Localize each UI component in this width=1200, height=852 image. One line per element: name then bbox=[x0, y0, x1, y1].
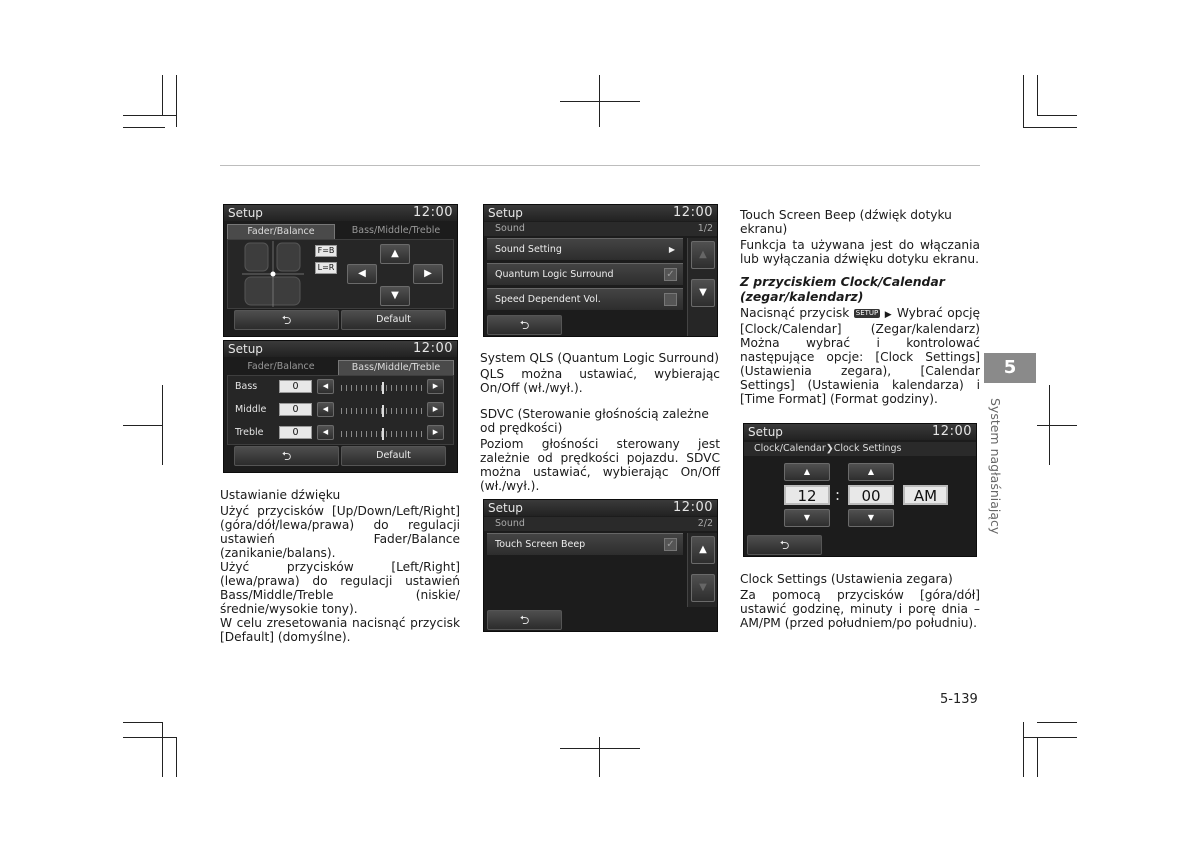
chapter-tab: 5 bbox=[984, 353, 1036, 383]
crop-mark bbox=[162, 722, 163, 777]
menu-item-label: Touch Screen Beep bbox=[495, 539, 586, 550]
paragraph-text: Wybrać opcję [Clock/Calendar] (Zegar/kalendarz) Można wybrać i kontrolować następujące opcje: [Clock Settings] (Ustawienia zegara), [Calendar Settings] (Ustawienia kalendarza) i [Time Format] (Format godziny). bbox=[740, 306, 981, 406]
setup-button-icon: SETUP bbox=[855, 309, 879, 317]
title-bar bbox=[224, 341, 457, 357]
crop-mark bbox=[123, 127, 165, 128]
tab-fader-balance[interactable]: Fader/Balance bbox=[247, 361, 315, 372]
column-2 bbox=[480, 351, 720, 493]
minute-down-button[interactable]: ▼ bbox=[848, 509, 894, 527]
breadcrumb: Clock/Calendar❯Clock Settings bbox=[744, 442, 976, 456]
balance-value: L=R bbox=[315, 262, 337, 274]
crop-mark bbox=[1023, 75, 1024, 127]
title-bar bbox=[224, 205, 457, 221]
eq-value: 0 bbox=[279, 403, 312, 416]
crop-mark bbox=[123, 425, 163, 426]
screen-clock: 12:00 bbox=[673, 205, 713, 220]
paragraph-text: Nacisnąć przycisk bbox=[740, 306, 850, 320]
crop-mark bbox=[560, 748, 640, 749]
slider-thumb[interactable] bbox=[382, 405, 384, 417]
eq-value: 0 bbox=[279, 380, 312, 393]
column-3-lower bbox=[740, 572, 980, 630]
crop-mark bbox=[1037, 75, 1038, 115]
paragraph bbox=[740, 306, 980, 406]
title-bar bbox=[484, 500, 717, 516]
slider-thumb[interactable] bbox=[382, 382, 384, 394]
paragraph: Użyć przycisków [Left/Right] (lewa/prawa) do regulacji ustawień Bass/Middle/Treble (niskie/średnie/wysokie tony). bbox=[220, 560, 460, 616]
screen-title: Setup bbox=[748, 425, 783, 439]
page-indicator: 2/2 bbox=[697, 518, 713, 529]
default-button[interactable]: Default bbox=[341, 310, 446, 330]
section-heading: SDVC (Sterowanie głośnością zależne od prędkości) bbox=[480, 407, 709, 435]
minute-field[interactable]: 00 bbox=[848, 485, 894, 505]
screen-clock: 12:00 bbox=[932, 424, 972, 439]
eq-label: Treble bbox=[235, 427, 264, 438]
screen-title: Setup bbox=[488, 206, 523, 220]
back-button[interactable]: ⮌ bbox=[487, 610, 562, 630]
menu-item-sound-setting[interactable] bbox=[487, 238, 683, 260]
screen-clock-settings bbox=[743, 423, 977, 557]
section-heading: Touch Screen Beep (dźwięk dotyku ekranu) bbox=[740, 208, 952, 236]
screen-bass-middle-treble bbox=[223, 340, 458, 473]
section-header bbox=[484, 222, 717, 236]
crop-mark bbox=[1023, 737, 1077, 738]
paragraph: QLS można ustawiać, wybierając On/Off (wł./wył.). bbox=[480, 367, 720, 395]
crop-mark bbox=[1037, 115, 1077, 116]
scroll-down-button[interactable]: ▼ bbox=[691, 279, 715, 307]
scroll-down-button[interactable]: ▼ bbox=[691, 574, 715, 602]
column-3 bbox=[740, 208, 980, 406]
title-bar bbox=[744, 424, 976, 440]
screen-sound-page-1 bbox=[483, 204, 718, 337]
tab-fader-balance[interactable]: Fader/Balance bbox=[227, 224, 335, 240]
back-button[interactable]: ⮌ bbox=[747, 535, 822, 555]
chevron-right-icon: ▶ bbox=[668, 245, 675, 254]
menu-item-touch-screen-beep[interactable] bbox=[487, 533, 683, 555]
eq-label: Middle bbox=[235, 404, 267, 415]
down-button[interactable]: ▼ bbox=[380, 286, 410, 306]
section-heading-italic: Z przyciskiem Clock/Calendar (zegar/kalendarz) bbox=[740, 274, 945, 304]
paragraph: W celu zresetowania nacisnąć przycisk [Default] (domyślne). bbox=[220, 616, 460, 644]
paragraph: Użyć przycisków [Up/Down/Left/Right] (góra/dół/lewa/prawa) do regulacji ustawień Fader/Balance (zanikanie/balans). bbox=[220, 504, 460, 560]
decrease-button[interactable]: ◀ bbox=[317, 425, 334, 440]
eq-value: 0 bbox=[279, 426, 312, 439]
crop-mark bbox=[1037, 722, 1077, 723]
section-heading: Clock Settings (Ustawienia zegara) bbox=[740, 572, 953, 586]
up-button[interactable]: ▲ bbox=[380, 244, 410, 264]
crop-mark bbox=[176, 737, 177, 777]
screen-title: Setup bbox=[228, 206, 263, 220]
checkbox-icon[interactable] bbox=[664, 293, 677, 306]
time-separator: : bbox=[835, 486, 841, 504]
crop-mark bbox=[1037, 425, 1077, 426]
menu-item-label: Sound Setting bbox=[495, 244, 562, 255]
minute-up-button[interactable]: ▲ bbox=[848, 463, 894, 481]
section-heading: System QLS (Quantum Logic Surround) bbox=[480, 351, 719, 365]
menu-item-label: Quantum Logic Surround bbox=[495, 269, 614, 280]
default-button[interactable]: Default bbox=[341, 446, 446, 466]
ampm-toggle[interactable]: AM bbox=[903, 485, 948, 505]
screen-clock: 12:00 bbox=[673, 500, 713, 515]
arrow-right-icon: ▶ bbox=[884, 310, 893, 320]
crop-mark bbox=[123, 722, 163, 723]
hour-field[interactable]: 12 bbox=[784, 485, 830, 505]
screen-sound-page-2 bbox=[483, 499, 718, 632]
paragraph: Za pomocą przycisków [góra/dół] ustawić godzinę, minuty i porę dnia – AM/PM (przed południem/po południu). bbox=[740, 588, 980, 630]
crop-mark bbox=[560, 101, 640, 102]
scroll-up-button[interactable]: ▲ bbox=[691, 241, 715, 269]
page-number: 5-139 bbox=[940, 692, 978, 707]
decrease-button[interactable]: ◀ bbox=[317, 379, 334, 394]
screen-title: Setup bbox=[228, 342, 263, 356]
hour-up-button[interactable]: ▲ bbox=[784, 463, 830, 481]
fader-value: F=B bbox=[315, 245, 337, 257]
paragraph: Poziom głośności sterowany jest zależnie od prędkości pojazdu. SDVC można ustawiać, wybierając On/Off (wł./wył.). bbox=[480, 437, 720, 493]
paragraph: Funkcja ta używana jest do włączania lub wyłączania dźwięku dotyku ekranu. bbox=[740, 238, 980, 266]
increase-button[interactable]: ▶ bbox=[427, 379, 444, 394]
tab-bass-middle-treble[interactable]: Bass/Middle/Treble bbox=[351, 225, 441, 236]
crop-mark bbox=[1023, 127, 1077, 128]
car-seats-icon bbox=[242, 241, 304, 307]
screen-clock: 12:00 bbox=[413, 205, 453, 220]
crop-mark bbox=[123, 737, 177, 738]
page-indicator: 1/2 bbox=[697, 223, 713, 234]
section-title: Sound bbox=[495, 518, 525, 529]
checkbox-checked-icon[interactable]: ✓ bbox=[664, 538, 677, 551]
crop-mark bbox=[176, 75, 177, 127]
crop-mark bbox=[162, 75, 163, 115]
crop-mark bbox=[1037, 737, 1038, 777]
screen-clock: 12:00 bbox=[413, 341, 453, 356]
right-button[interactable]: ▶ bbox=[413, 264, 443, 284]
column-1 bbox=[220, 488, 460, 644]
tab-bass-middle-treble[interactable]: Bass/Middle/Treble bbox=[338, 360, 454, 376]
crop-mark bbox=[123, 115, 176, 116]
menu-item-label: Speed Dependent Vol. bbox=[495, 294, 601, 305]
back-button[interactable]: ⮌ bbox=[234, 446, 339, 466]
slider-thumb[interactable] bbox=[382, 428, 384, 440]
left-button[interactable]: ◀ bbox=[347, 264, 377, 284]
title-bar bbox=[484, 205, 717, 221]
decrease-button[interactable]: ◀ bbox=[317, 402, 334, 417]
section-heading: Ustawianie dźwięku bbox=[220, 488, 341, 502]
screen-title: Setup bbox=[488, 501, 523, 515]
header-rule bbox=[220, 165, 980, 166]
chapter-title: System nagłaśniający bbox=[988, 398, 1003, 535]
back-button[interactable]: ⮌ bbox=[234, 310, 339, 330]
section-header bbox=[484, 517, 717, 531]
hour-down-button[interactable]: ▼ bbox=[784, 509, 830, 527]
increase-button[interactable]: ▶ bbox=[427, 425, 444, 440]
eq-label: Bass bbox=[235, 381, 258, 392]
back-button[interactable]: ⮌ bbox=[487, 315, 562, 335]
crop-mark bbox=[1023, 722, 1024, 777]
screen-fader-balance bbox=[223, 204, 458, 337]
crop-mark bbox=[599, 737, 600, 777]
section-title: Sound bbox=[495, 223, 525, 234]
menu-item-quantum-logic-surround[interactable] bbox=[487, 263, 683, 285]
checkbox-checked-icon[interactable]: ✓ bbox=[664, 268, 677, 281]
menu-item-speed-dependent-vol[interactable] bbox=[487, 288, 683, 310]
increase-button[interactable]: ▶ bbox=[427, 402, 444, 417]
scroll-up-button[interactable]: ▲ bbox=[691, 536, 715, 564]
